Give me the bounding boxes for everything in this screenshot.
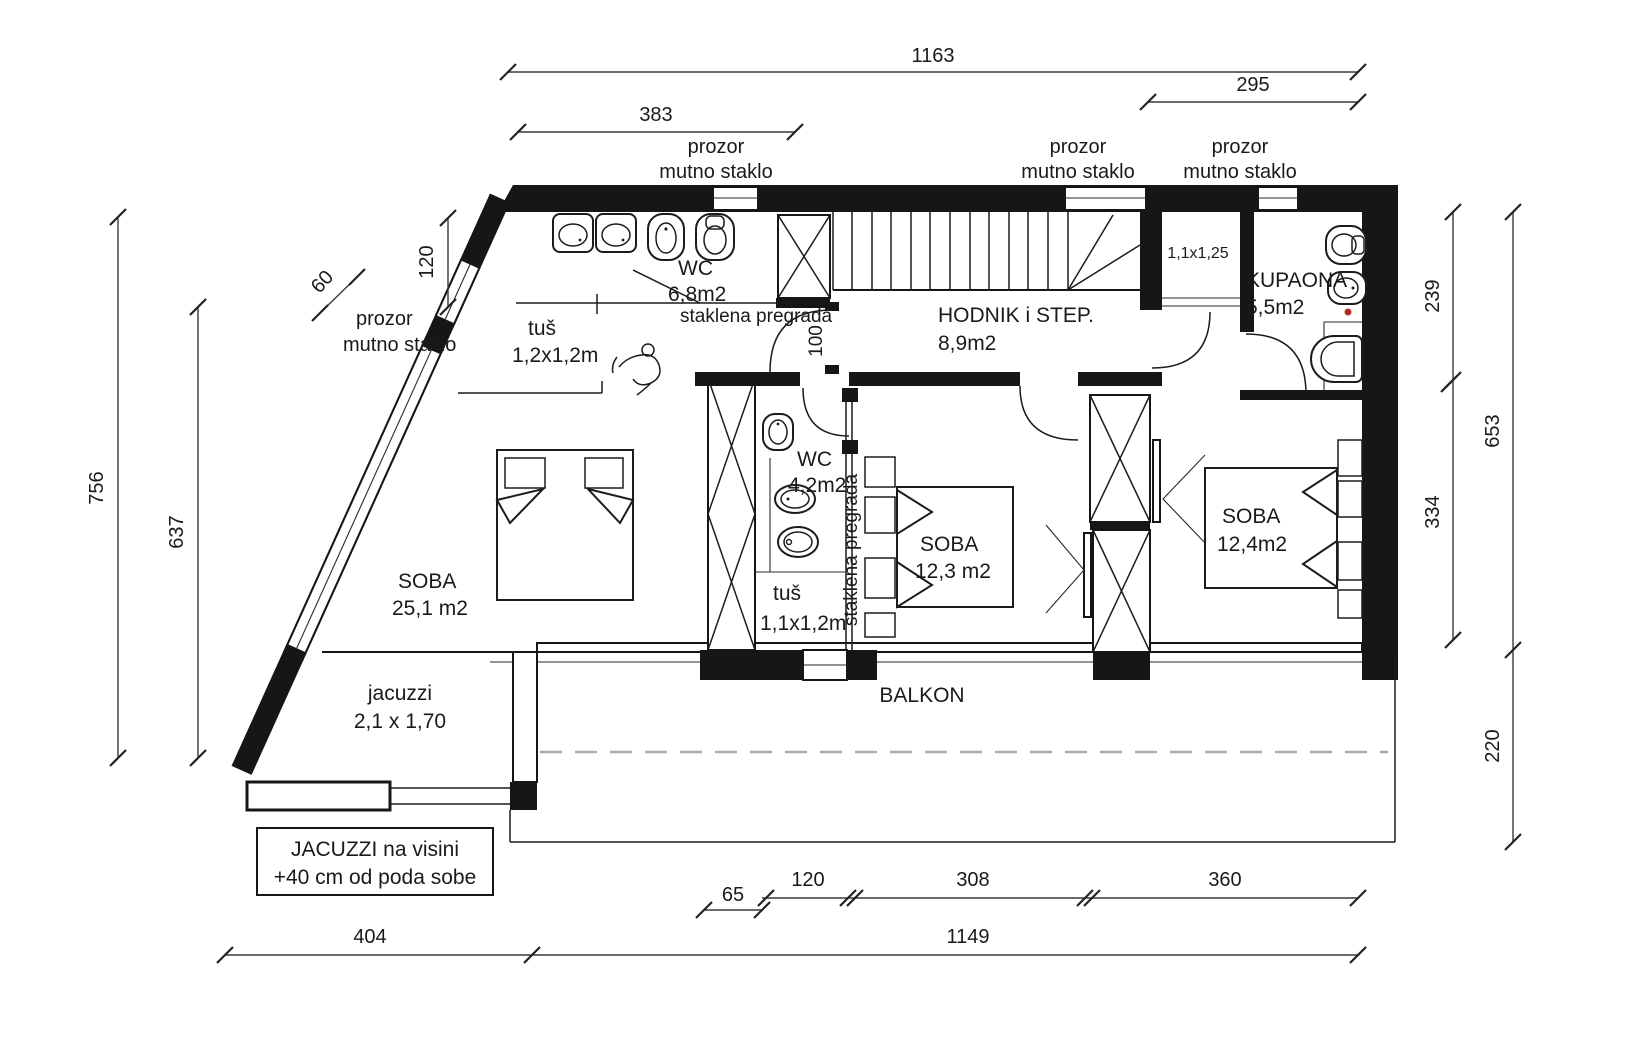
shower-mid-name: tuš <box>773 582 802 605</box>
window-label: prozor <box>356 308 413 330</box>
room-label-kupaona-name: KUPAONA <box>1246 269 1348 292</box>
stairs <box>833 212 1140 290</box>
sink-icon <box>596 214 636 252</box>
room-label-hodnik-name: HODNIK i STEP. <box>938 304 1094 327</box>
room-label-soba-mid-area: 12,3 m2 <box>915 560 991 583</box>
dim-right-outer: 653 <box>1482 414 1504 448</box>
glass-partition-label-vertical: staklena pregrada <box>841 473 862 627</box>
window-label: mutno staklo <box>1021 161 1135 183</box>
window-top-middle <box>1065 187 1146 210</box>
dim-bottom-308: 308 <box>956 869 990 891</box>
jacuzzi-label-size: 2,1 x 1,70 <box>353 710 447 733</box>
dim-left-outer: 756 <box>86 471 108 505</box>
room-label-soba-right-area: 12,4m2 <box>1217 533 1288 556</box>
balcony <box>510 652 1395 842</box>
shower-left-size: 1,2x1,2m <box>512 344 599 367</box>
closet-size-label: 1,1x1,25 <box>1167 245 1229 262</box>
dim-top-total: 1163 <box>911 45 955 67</box>
door-arc-kupaona <box>1246 334 1306 394</box>
door-arc-lobby <box>1152 312 1210 368</box>
dim-right-mid: 334 <box>1422 495 1444 529</box>
toilet-icon <box>763 414 793 450</box>
person-figure <box>613 344 661 395</box>
dim-right-upper: 239 <box>1422 279 1444 313</box>
hatched-shaft-center-upper <box>1090 395 1150 530</box>
note-line2: +40 cm od poda sobe <box>273 866 477 889</box>
window-top-left <box>713 187 758 210</box>
shower-icon <box>1311 322 1362 392</box>
shower-left-name: tuš <box>528 317 557 340</box>
sink-icon <box>553 214 593 252</box>
bed-soba-right <box>1205 440 1362 618</box>
room-label-soba-left-area: 25,1 m2 <box>392 597 468 620</box>
dim-bottom-left: 404 <box>353 926 387 948</box>
dim-top-left: 383 <box>639 104 673 126</box>
toilet-icon <box>696 214 734 260</box>
note-box <box>257 828 493 895</box>
bidet-icon <box>648 214 684 260</box>
dim-top-right: 295 <box>1236 74 1270 96</box>
dim-left-window: 60 <box>306 266 339 298</box>
dim-bottom-65: 65 <box>721 884 745 906</box>
south-glass-wall <box>490 643 1398 680</box>
window-label: prozor <box>1211 136 1269 158</box>
room-label-soba-mid-name: SOBA <box>920 533 979 556</box>
room-label-wc-mid-area: 4,2m2 <box>788 474 847 497</box>
hatched-shaft-center-lower <box>1093 530 1150 652</box>
note-line1: JACUZZI na visini <box>290 838 460 861</box>
room-label-balkon: BALKON <box>879 684 965 707</box>
room-label-wc-top-name: WC <box>678 257 713 280</box>
shaft-left-of-stairs <box>776 215 830 308</box>
dim-bottom-total: 1149 <box>946 926 990 948</box>
dim-left-inner: 637 <box>166 515 188 549</box>
toilet-icon <box>1326 226 1366 264</box>
dim-left-top: 120 <box>416 245 438 279</box>
dim-right-lower: 220 <box>1482 729 1504 763</box>
marker-dot <box>1345 309 1352 316</box>
window-label: mutno staklo <box>659 161 773 183</box>
room-label-wc-top-area: 6,8m2 <box>668 283 727 306</box>
room-label-soba-right-name: SOBA <box>1222 505 1281 528</box>
room-label-soba-left-name: SOBA <box>398 570 457 593</box>
bed-soba-left <box>497 450 633 600</box>
dim-bottom-120: 120 <box>791 869 825 891</box>
door-arc-soba-mid <box>1020 386 1078 440</box>
room-label-wc-mid-name: WC <box>797 448 832 471</box>
hatched-wall-west <box>708 378 755 650</box>
shower-mid-size: 1,1x1,2m <box>760 612 847 635</box>
window-top-right <box>1258 187 1298 210</box>
jacuzzi-label-name: jacuzzi <box>367 682 433 705</box>
glass-partition-label: staklena pregrada <box>680 306 833 327</box>
window-label: mutno staklo <box>1183 161 1297 183</box>
room-label-hodnik-area: 8,9m2 <box>938 332 997 355</box>
room-label-kupaona-area: 5,5m2 <box>1246 296 1305 319</box>
dim-bottom-360: 360 <box>1208 869 1242 891</box>
window-label: mutno staklo <box>343 334 457 356</box>
window-label: prozor <box>687 136 745 158</box>
bidet-icon <box>778 527 818 557</box>
window-label: prozor <box>1049 136 1107 158</box>
dim-door-width: 100 <box>806 325 827 357</box>
